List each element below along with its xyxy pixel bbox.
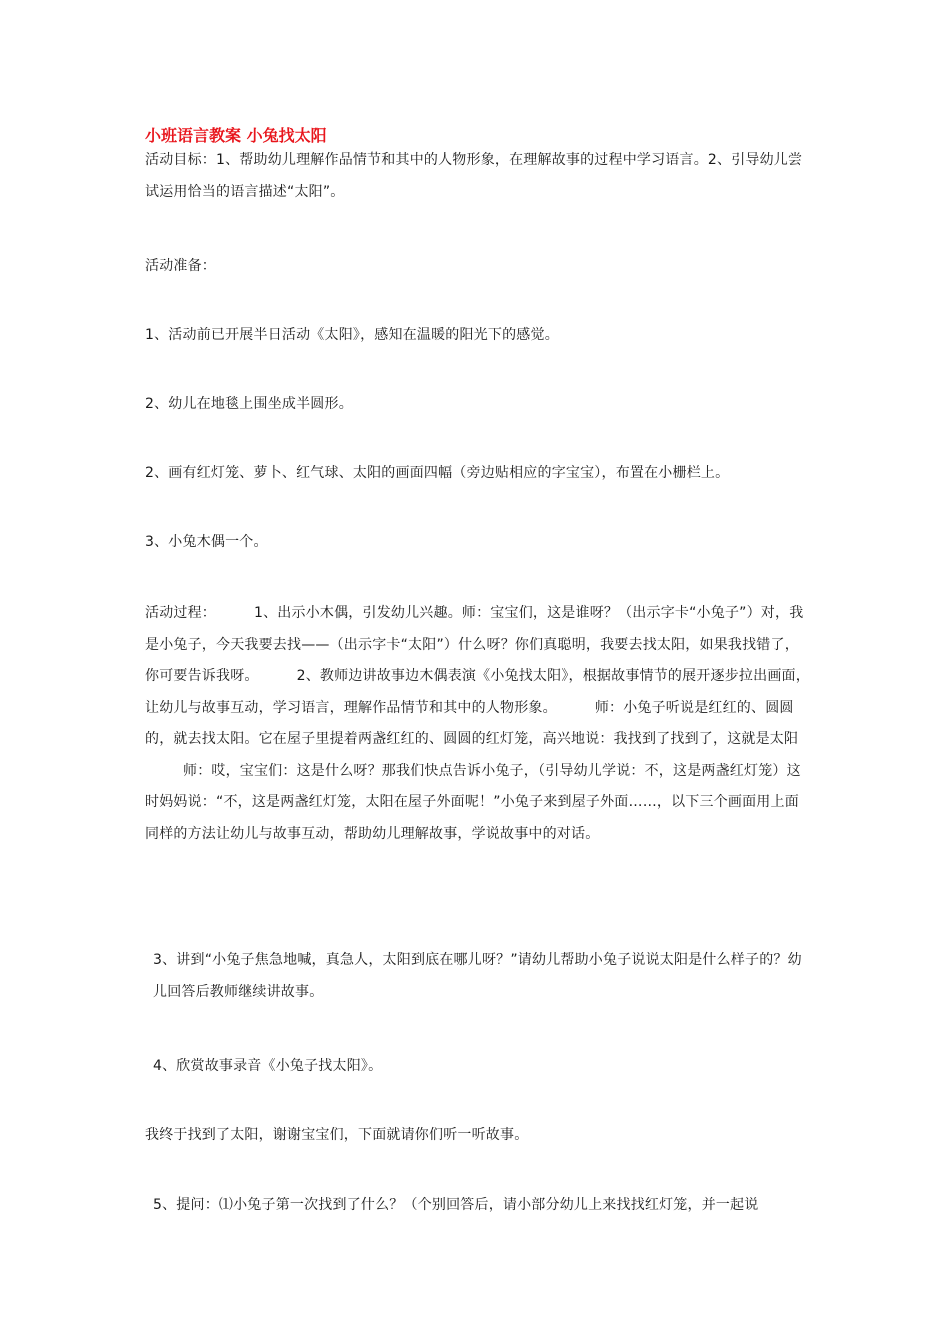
process-step-2: 2、教师边讲故事边木偶表演《小兔找太阳》，根据故事情节的展开逐步拉出画面，让幼儿与故事互动，学习语言，理解作品情节和其中的人物形象。: [145, 668, 810, 716]
closing-line: 我终于找到了太阳，谢谢宝宝们，下面就请你们听一听故事。: [145, 1127, 529, 1143]
process-step-2-teacher: 师：小兔子听说是红红的、圆圆的，就去找太阳。它在屋子里提着两盏红红的、圆圆的红灯笼，高兴地说：我找到了找到了，这就是太阳: [145, 699, 799, 747]
document-title: 小班语言教案 小兔找太阳: [145, 126, 327, 145]
step-4: 4、欣赏故事录音《小兔子找太阳》。: [153, 1058, 383, 1074]
activity-objective: 活动目标：1、帮助幼儿理解作品情节和其中的人物形象，在理解故事的过程中学习语言。2、引导幼儿尝试运用恰当的语言描述“太阳”。: [145, 152, 803, 200]
step-3: 3、讲到“小兔子焦急地喊，真急人，太阳到底在哪儿呀？”请幼儿帮助小兔子说说太阳是什么样子的？幼儿回答后教师继续讲故事。: [153, 952, 802, 1000]
step-5: 5、提问：⑴小兔子第一次找到了什么？（个别回答后，请小部分幼儿上来找找红灯笼，并一起说: [153, 1197, 759, 1213]
process-label: 活动过程：: [145, 605, 216, 621]
prep-item-4: 3、小兔木偶一个。: [145, 534, 268, 550]
prep-item-3: 2、画有红灯笼、萝卜、红气球、太阳的画面四幅（旁边贴相应的字宝宝），布置在小栅栏上。: [145, 465, 730, 481]
process-step-1: 1、出示小木偶，引发幼儿兴趣。师：宝宝们，这是谁呀？（出示字卡“小兔子”）对，我是小兔子，今天我要去找——（出示字卡“太阳”）什么呀？你们真聪明，我要去找太阳，如果我找错了，你可要告诉我呀。: [145, 605, 804, 684]
preparation-heading: 活动准备：: [145, 258, 216, 274]
activity-process: [145, 598, 813, 850]
prep-item-2: 2、幼儿在地毯上围坐成半圆形。: [145, 396, 353, 412]
process-step-2-dialog: 师：哎，宝宝们：这是什么呀？那我们快点告诉小兔子，（引导幼儿学说：不，这是两盏红灯笼）这时妈妈说：“不，这是两盏红灯笼，太阳在屋子外面呢！”小兔子来到屋子外面……，以下三个画面用上面同样的方法让幼儿与故事互动，帮助幼儿理解故事，学说故事中的对话。: [145, 762, 801, 842]
prep-item-1: 1、活动前已开展半日活动《太阳》，感知在温暖的阳光下的感觉。: [145, 327, 559, 343]
